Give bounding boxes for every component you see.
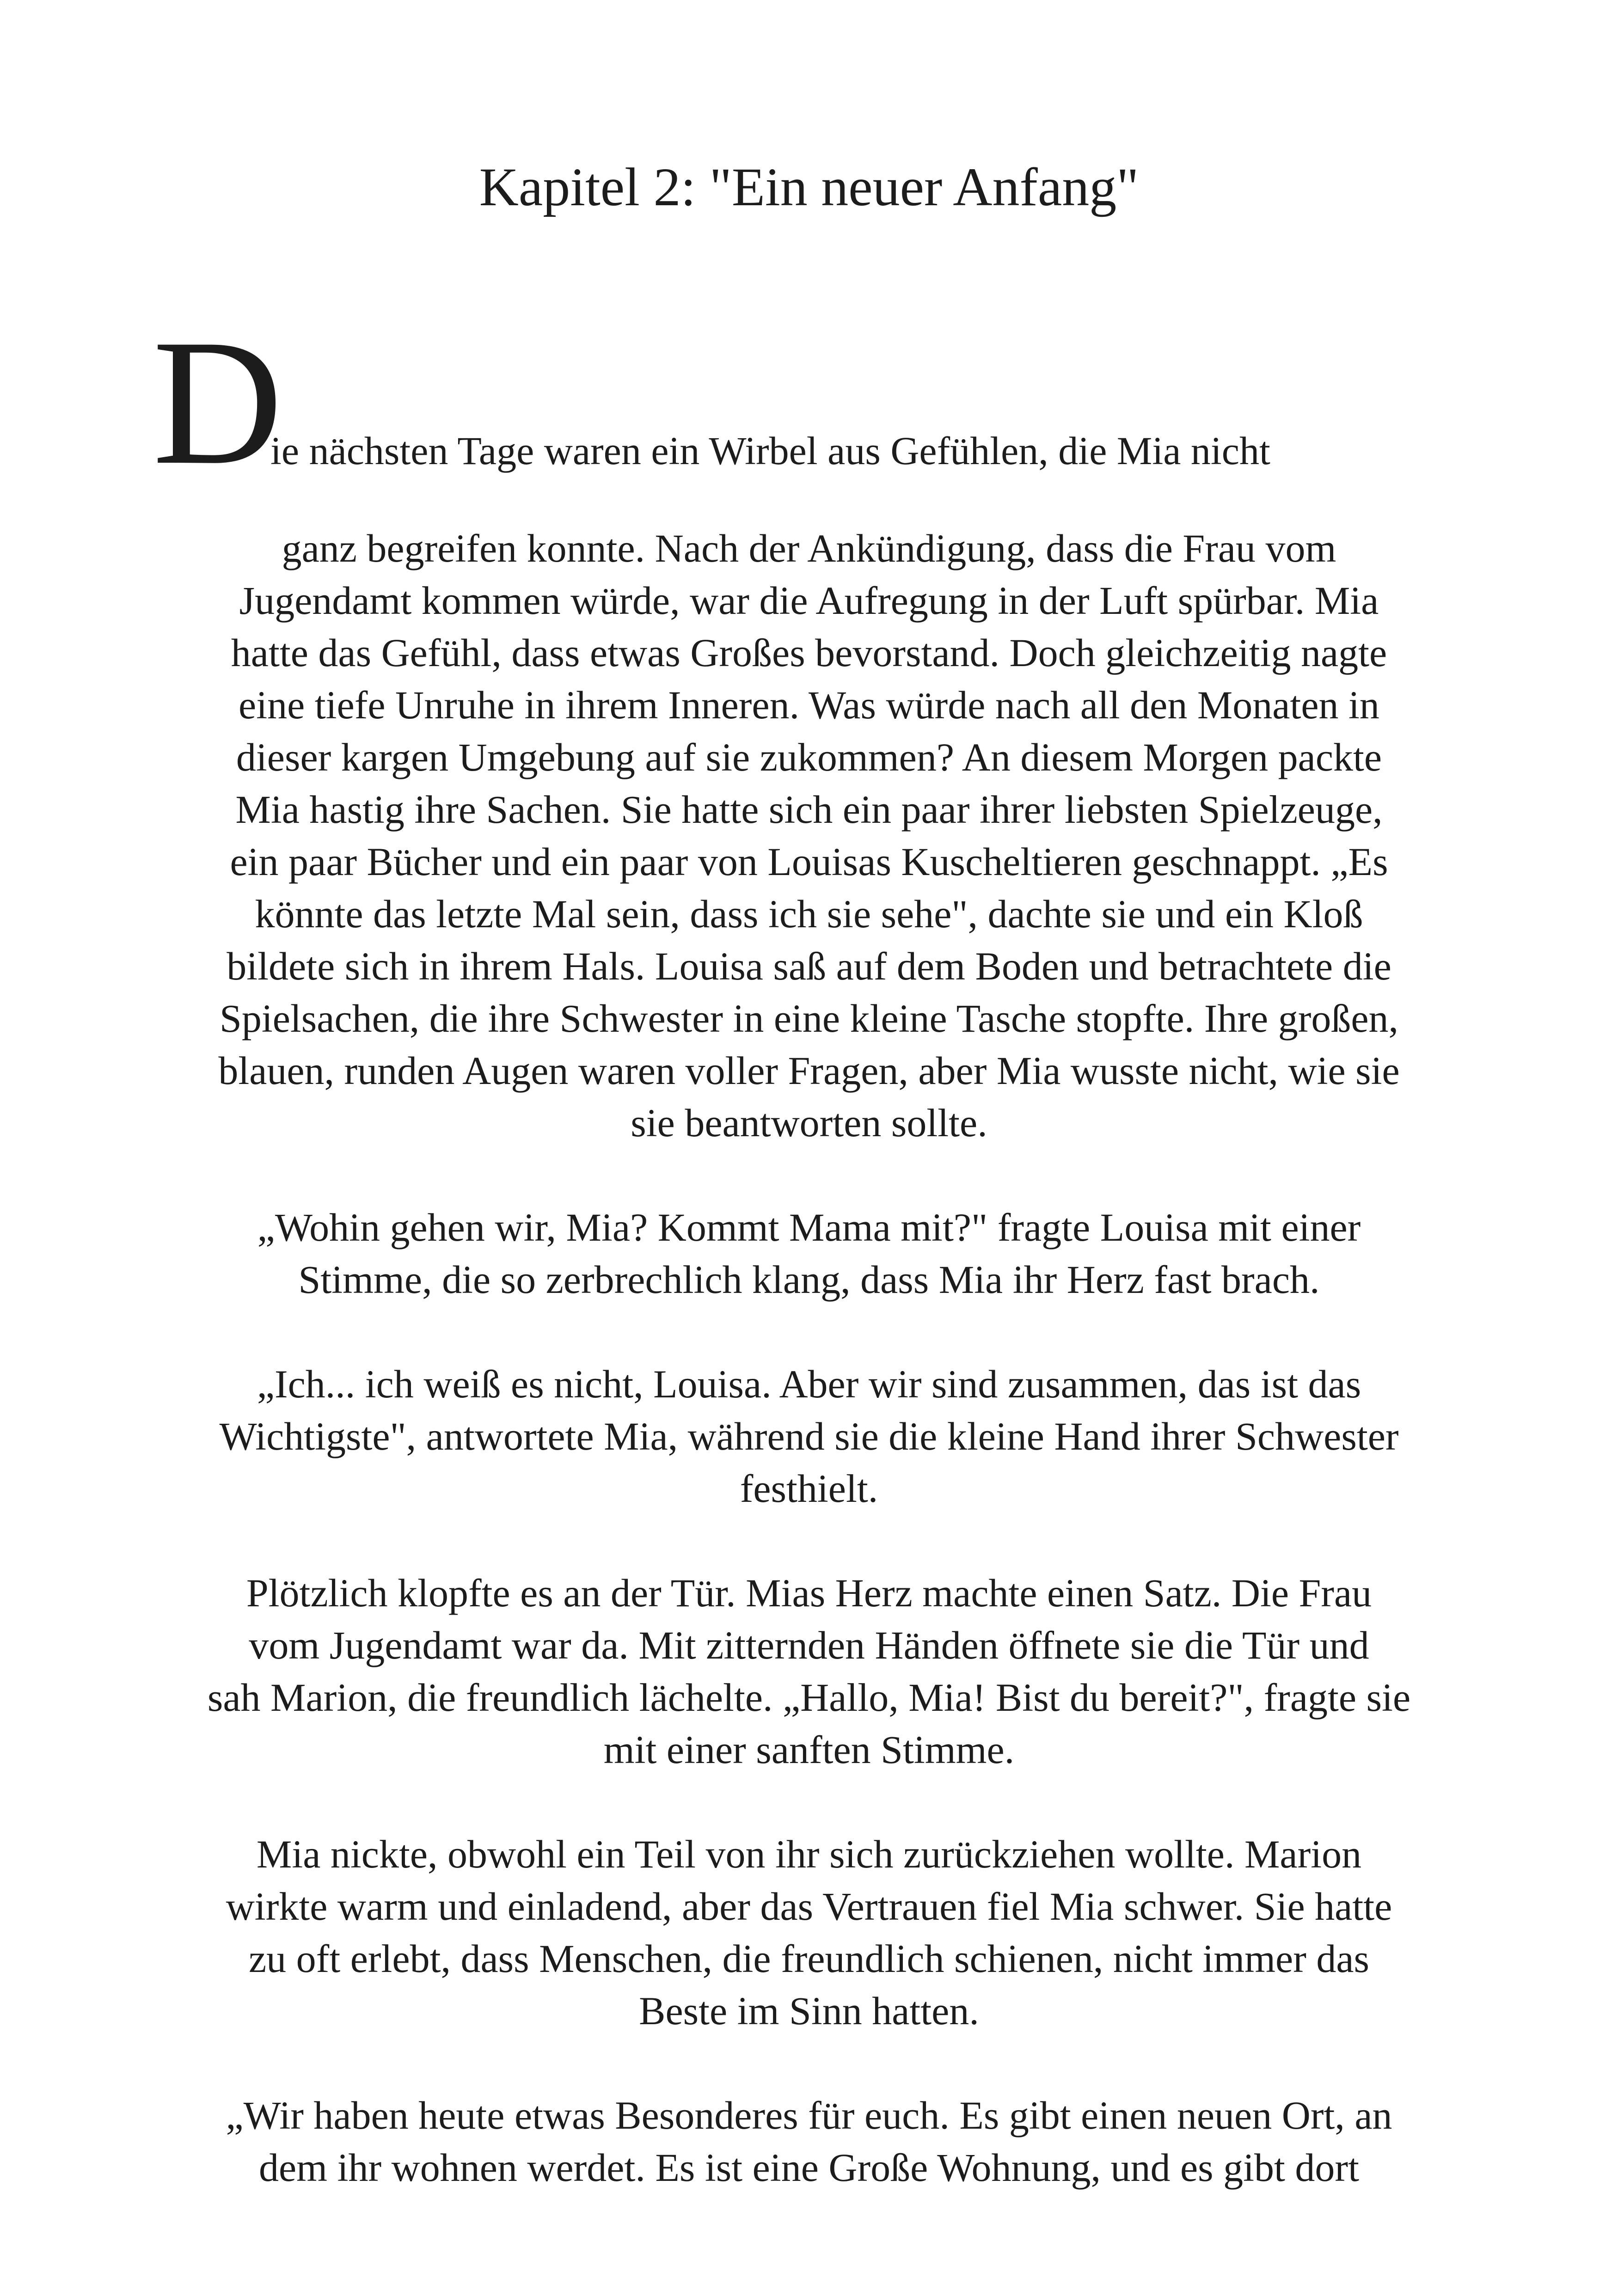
text-line: Stimme, die so zerbrechlich klang, dass Mia ihr Herz fast brach. <box>298 1257 1320 1302</box>
body-text <box>92 522 1526 2246</box>
text-line: dieser kargen Umgebung auf sie zukommen? An diesem Morgen packte <box>236 735 1382 779</box>
text-line: sie beantworten sollte. <box>631 1101 987 1145</box>
text-line: zu oft erlebt, dass Menschen, die freundlich schienen, nicht immer das <box>249 1936 1369 1981</box>
opening-line <box>153 302 1465 502</box>
text-line: bildete sich in ihrem Hals. Louisa saß auf dem Boden und betrachtete die <box>227 944 1391 988</box>
text-line: Beste im Sinn hatten. <box>639 1989 979 2033</box>
text-line: ganz begreifen konnte. Nach der Ankündigung, dass die Frau vom <box>282 526 1336 570</box>
drop-cap: D <box>153 302 283 502</box>
text-line: ein paar Bücher und ein paar von Louisas Kuscheltieren geschnappt. „Es <box>230 839 1388 884</box>
paragraph <box>92 1828 1526 2037</box>
text-line: eine tiefe Unruhe in ihrem Inneren. Was würde nach all den Monaten in <box>239 683 1379 727</box>
text-line: vom Jugendamt war da. Mit zitternden Händen öffnete sie die Tür und <box>249 1623 1369 1667</box>
text-line: Mia nickte, obwohl ein Teil von ihr sich zurückziehen wollte. Marion <box>256 1832 1362 1876</box>
text-line: Spielsachen, die ihre Schwester in eine kleine Tasche stopfte. Ihre großen, <box>219 996 1399 1041</box>
text-line: Mia hastig ihre Sachen. Sie hatte sich ein paar ihrer liebsten Spielzeuge, <box>235 787 1383 832</box>
paragraph <box>92 522 1526 1149</box>
first-line-text: ie nächsten Tage waren ein Wirbel aus Gefühlen, die Mia nicht <box>270 429 1270 473</box>
text-line: hatte das Gefühl, dass etwas Großes bevorstand. Doch gleichzeitig nagte <box>231 631 1387 675</box>
text-line: festhielt. <box>740 1466 878 1511</box>
text-line: mit einer sanften Stimme. <box>603 1727 1015 1772</box>
paragraph <box>92 2089 1526 2194</box>
text-line: „Wir haben heute etwas Besonderes für euch. Es gibt einen neuen Ort, an <box>226 2093 1392 2137</box>
paragraph <box>92 1567 1526 1776</box>
text-line: „Ich... ich weiß es nicht, Louisa. Aber wir sind zusammen, das ist das <box>257 1362 1361 1406</box>
paragraph <box>92 1201 1526 1306</box>
text-line: dem ihr wohnen werdet. Es ist eine Große Wohnung, und es gibt dort <box>259 2145 1359 2190</box>
text-line: wirkte warm und einladend, aber das Vertrauen fiel Mia schwer. Sie hatte <box>226 1884 1392 1929</box>
paragraph <box>92 1358 1526 1515</box>
text-line: sah Marion, die freundlich lächelte. „Hallo, Mia! Bist du bereit?", fragte sie <box>207 1675 1411 1720</box>
text-line: Wichtigste", antwortete Mia, während sie die kleine Hand ihrer Schwester <box>219 1414 1399 1458</box>
chapter-title: Kapitel 2: "Ein neuer Anfang" <box>479 157 1139 217</box>
text-line: blauen, runden Augen waren voller Fragen, aber Mia wusste nicht, wie sie <box>218 1048 1400 1093</box>
text-line: „Wohin gehen wir, Mia? Kommt Mama mit?" fragte Louisa mit einer <box>257 1205 1361 1249</box>
text-line: könnte das letzte Mal sein, dass ich sie sehe", dachte sie und ein Kloß <box>255 892 1363 936</box>
text-line: Plötzlich klopfte es an der Tür. Mias Herz machte einen Satz. Die Frau <box>246 1571 1372 1615</box>
text-line: Jugendamt kommen würde, war die Aufregung in der Luft spürbar. Mia <box>239 578 1379 623</box>
